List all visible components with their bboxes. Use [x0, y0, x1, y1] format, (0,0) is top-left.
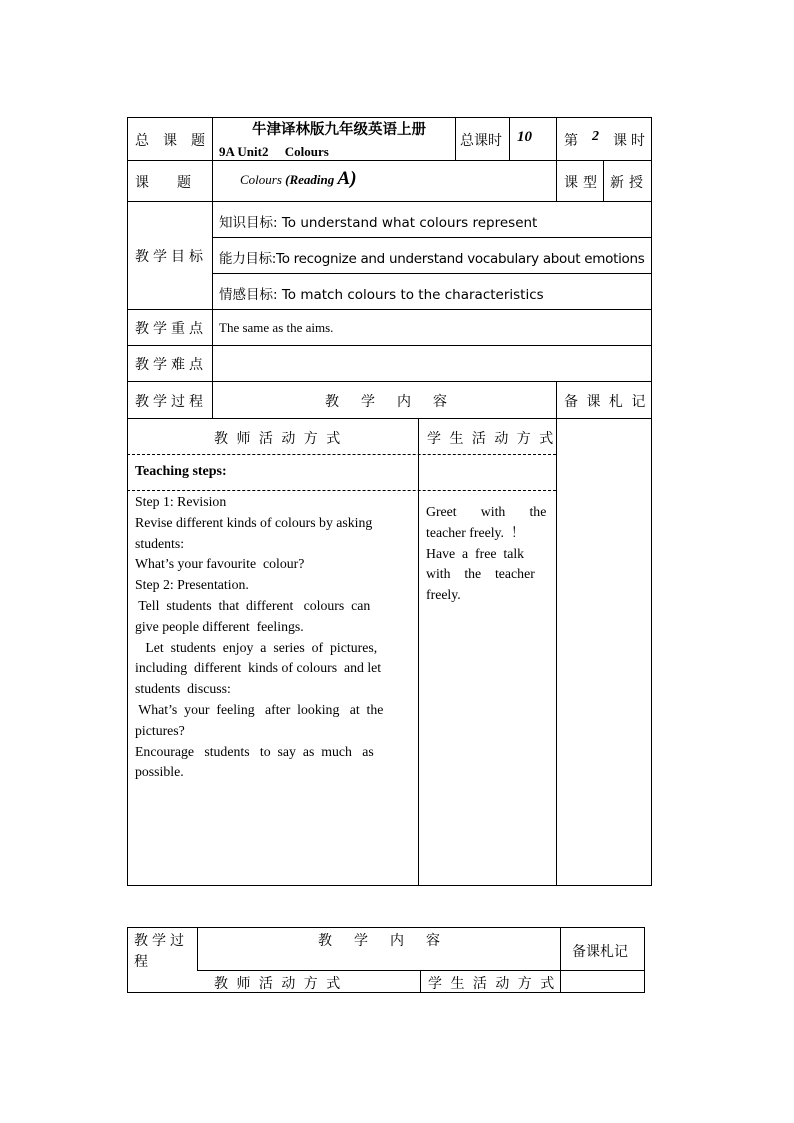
teacher-activity-line: Tell students that different colours can — [135, 597, 371, 613]
lesson-prefix: 第 — [564, 133, 578, 149]
lesson-type-label: 课型 — [564, 175, 602, 191]
lesson-topic-title: Colours (Reading A) — [240, 168, 357, 189]
student-activity-line: teacher freely. ！ — [426, 524, 525, 540]
teacher-activity-line: Let students enjoy a series of pictures, — [135, 639, 378, 655]
table2-notes-label: 备课札记 — [572, 944, 628, 960]
key-points-value: The same as the aims. — [219, 320, 334, 335]
teacher-activity-line: Encourage students to say as much as — [135, 743, 374, 759]
teacher-activity-header: 教 师 活 动 方 式 — [214, 431, 343, 447]
lesson-type-value: 新授 — [610, 175, 648, 191]
teacher-activity-line: What’s your favourite colour? — [135, 556, 305, 572]
content-label: 教 学 内 容 — [325, 394, 451, 410]
teaching-steps-label: Teaching steps: — [135, 464, 227, 479]
teacher-activity-line: including different kinds of colours and let — [135, 660, 382, 676]
book-title: 牛津译林版九年级英语上册 — [252, 122, 426, 138]
total-hours-value: 10 — [517, 129, 532, 145]
teacher-activity-line: Step 1: Revision — [135, 494, 227, 509]
student-activity-line: with the teacher — [426, 566, 535, 582]
teacher-activity-line: pictures? — [135, 722, 185, 738]
difficulties-label: 教学难点 — [135, 357, 207, 373]
student-activity-header: 学 生 活 动 方 式 — [427, 431, 556, 447]
lesson-number: 2 — [592, 129, 599, 144]
table2-student-header: 学 生 活 动 方 式 — [428, 976, 557, 992]
teacher-activity-line: Step 2: Presentation. — [135, 577, 249, 593]
total-topic-label: 总 课 题 — [135, 133, 205, 149]
student-activity — [426, 502, 550, 606]
student-activity-line: Greet with the — [426, 504, 547, 519]
topic-label: 课 题 — [135, 175, 191, 191]
emotion-objective: 情感目标: To match colours to the characteristics — [219, 287, 544, 303]
key-points-label: 教学重点 — [135, 321, 207, 337]
table2-process-label: 教学过 — [134, 933, 188, 949]
unit-title: 9A Unit2 Colours — [219, 144, 329, 159]
teacher-activity-line: possible. — [135, 764, 184, 780]
notes-label: 备 课 札 记 — [564, 394, 648, 410]
table2-process-label-cont: 程 — [134, 954, 148, 970]
lesson-suffix: 课时 — [613, 133, 649, 149]
teacher-activity-line: Revise different kinds of colours by asking — [135, 514, 373, 530]
teacher-activity-line: students: — [135, 535, 185, 551]
teacher-activity-line: give people different feelings. — [135, 618, 304, 634]
total-hours-label: 总课时 — [460, 133, 502, 149]
table2-teacher-header: 教 师 活 动 方 式 — [214, 976, 343, 992]
teacher-activity-line: What’s your feeling after looking at the — [135, 701, 384, 717]
ability-objective: 能力目标:To recognize and understand vocabulary about emotions — [219, 251, 645, 267]
teacher-activity — [135, 492, 411, 783]
student-activity-line: Have a free talk — [426, 545, 525, 561]
table2-content-label: 教 学 内 容 — [318, 933, 444, 949]
teacher-activity-line: students discuss: — [135, 681, 231, 697]
knowledge-objective: 知识目标: To understand what colours represent — [219, 215, 538, 231]
student-activity-line: freely. — [426, 587, 461, 603]
objectives-label: 教学目标 — [135, 249, 207, 265]
process-label: 教学过程 — [135, 394, 207, 410]
